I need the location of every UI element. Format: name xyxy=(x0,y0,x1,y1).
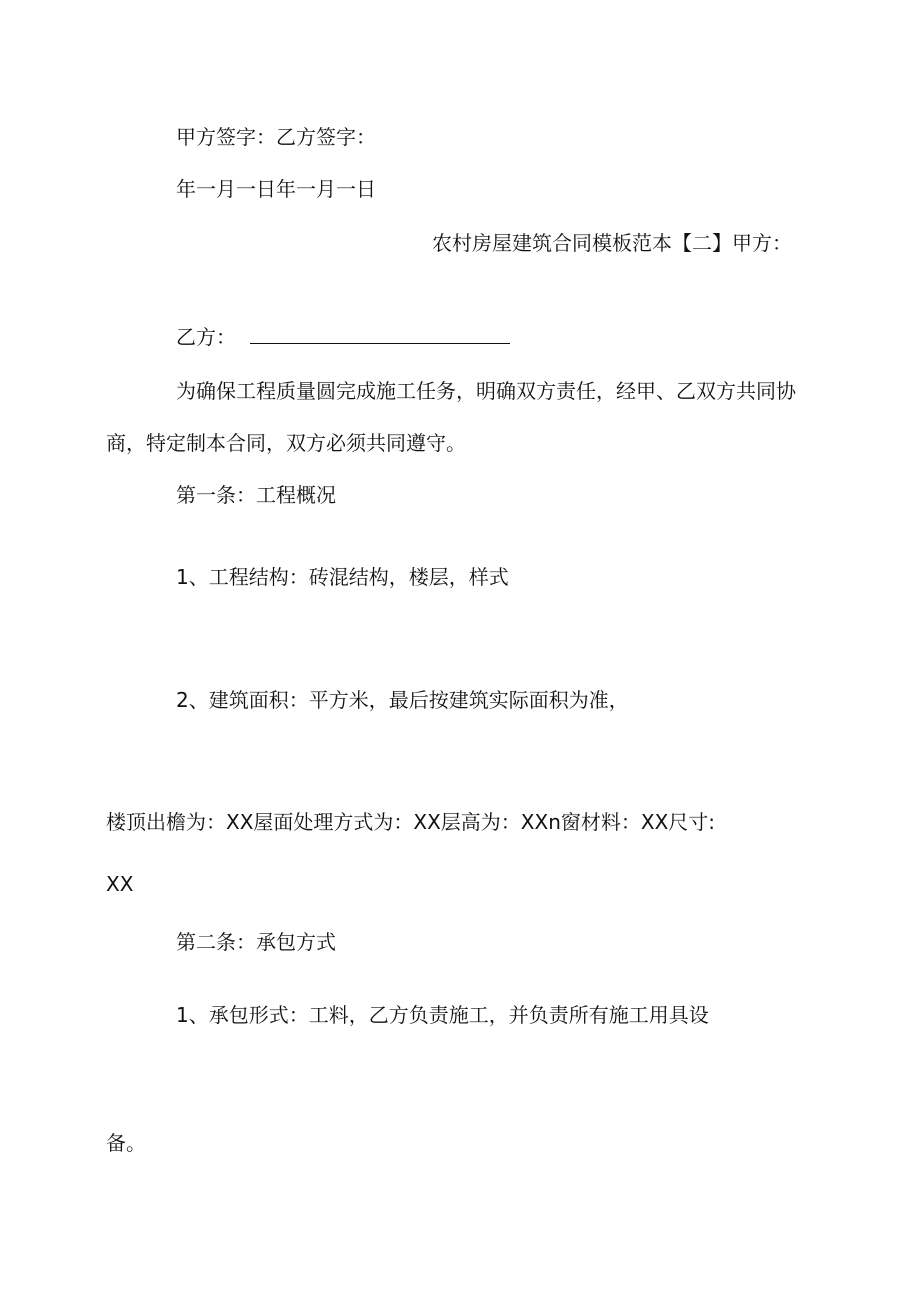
intro-paragraph-line-1: 为确保工程质量圆完成施工任务，明确双方责任，经甲、乙双方共同协 xyxy=(176,379,796,403)
intro-paragraph-line-2: 商，特定制本合同，双方必须共同遵守。 xyxy=(106,431,466,455)
article-2-heading: 第二条：承包方式 xyxy=(176,930,336,954)
article-2-item-1-continued: 备。 xyxy=(106,1131,146,1155)
article-1-heading: 第一条：工程概况 xyxy=(176,483,336,507)
article-1-item-1: 1、工程结构：砖混结构，楼层，样式 xyxy=(176,565,509,589)
party-b-label: 乙方： xyxy=(176,325,236,349)
party-b-blank-underline xyxy=(250,325,510,344)
article-2-item-1: 1、承包形式：工料，乙方负责施工，并负责所有施工用具设 xyxy=(176,1003,709,1027)
date-line: 年一月一日年一月一日 xyxy=(176,177,376,201)
article-1-item-2: 2、建筑面积：平方米，最后按建筑实际面积为准， xyxy=(176,688,629,712)
signature-line: 甲方签字：乙方签字： xyxy=(176,125,376,149)
roof-spec-line: 楼顶出檐为：XX屋面处理方式为：XX层高为：XXn窗材料：XX尺寸: xyxy=(106,810,716,834)
party-b-line xyxy=(176,323,510,351)
roof-spec-line-continued: XX xyxy=(106,872,134,896)
contract-title-line: 农村房屋建筑合同模板范本【二】甲方： xyxy=(432,231,792,255)
